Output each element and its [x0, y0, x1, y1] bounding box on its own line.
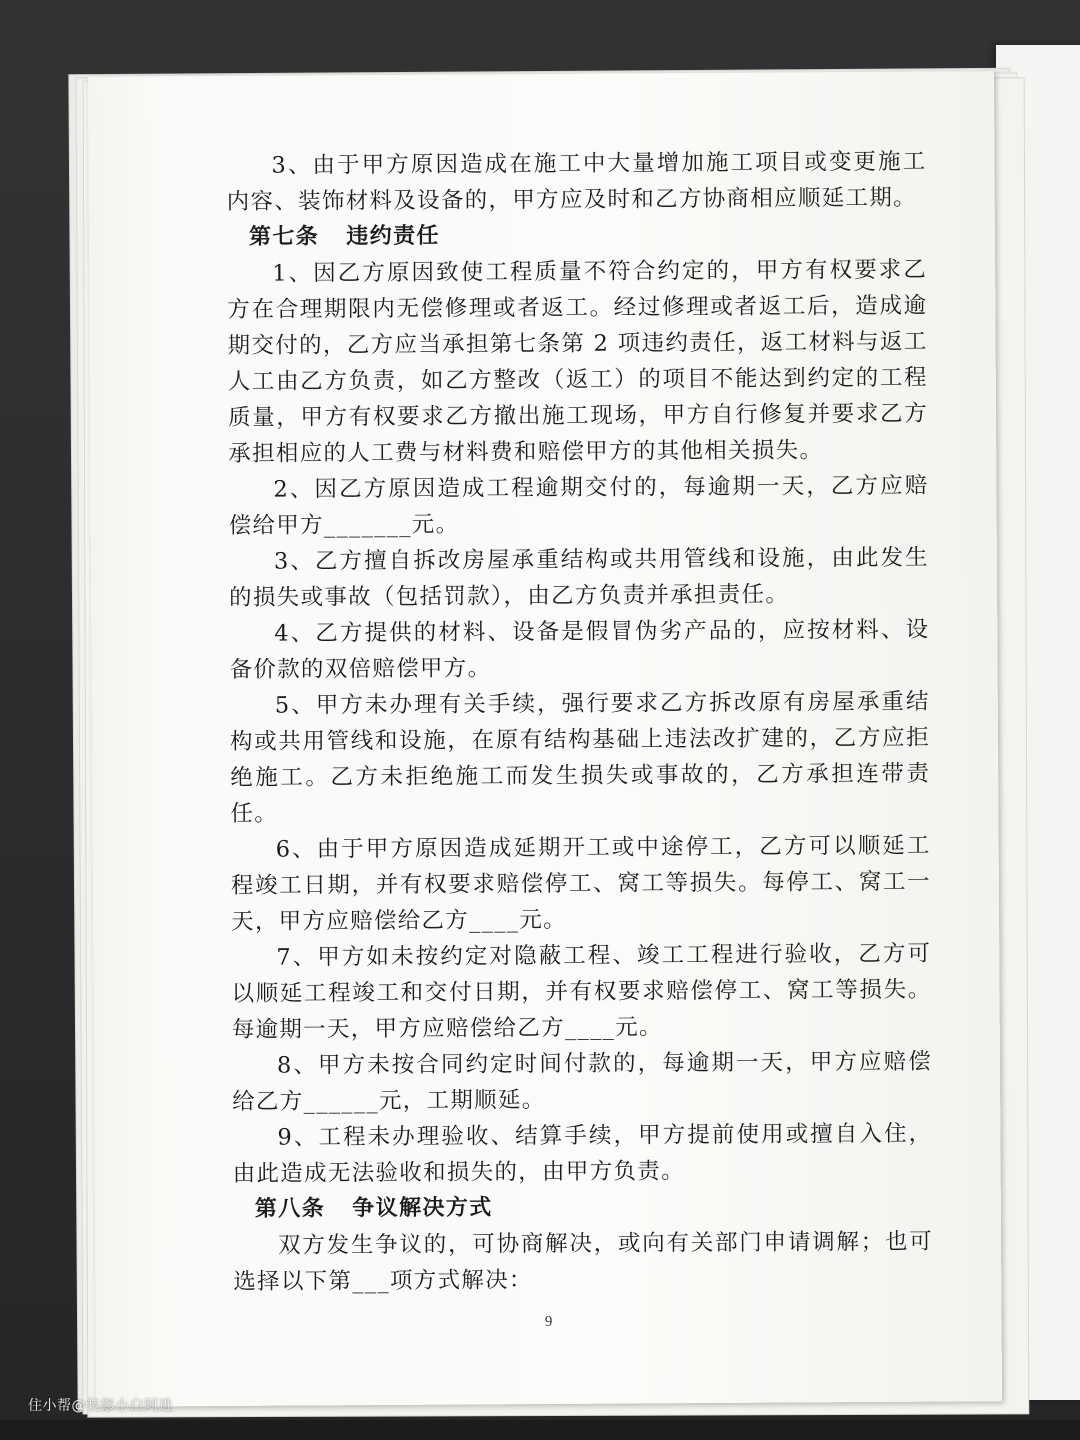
- clause-paragraph: 4、乙方提供的材料、设备是假冒伪劣产品的，应按材料、设备价款的双倍赔偿甲方。: [229, 616, 930, 683]
- clause-paragraph: 双方发生争议的，可协商解决，或向有关部门申请调解；也可选择以下第___项方式解决：: [233, 1228, 934, 1295]
- clause-paragraph: 9、工程未办理验收、结算手续，甲方提前使用或擅自入住，由此造成无法验收和损失的，由甲方负责。: [232, 1120, 933, 1187]
- clause-paragraph: 3、由于甲方原因造成在施工中大量增加施工项目或变更施工内容、装饰材料及设备的，甲方应及时和乙方协商相应顺延工期。: [226, 148, 927, 215]
- page-body: [226, 144, 933, 1300]
- clause-paragraph: 1、因乙方原因致使工程质量不符合约定的，甲方有权要求乙方在合理期限内无偿修理或者返工。经过修理或者返工后，造成逾期交付的，乙方应当承担第七条第 2 项违约责任，返工材料与返工人工由乙方负责，如乙方整改（返工）的项目不能达到约定的工程质量，甲方有权要求乙方撤出施工现场，甲方自行修复并要求乙方承担相应的人工费与材料费和赔偿甲方的其他相关损失。: [227, 256, 929, 467]
- clause-paragraph: 7、甲方如未按约定对隐蔽工程、竣工工程进行验收，乙方可以顺延工程竣工和交付日期，并有权要求赔偿停工、窝工等损失。每逾期一天，甲方应赔偿给乙方____元。: [231, 940, 932, 1043]
- document-page: [88, 71, 1002, 1407]
- clause-paragraph: 6、由于甲方原因造成延期开工或中途停工，乙方可以顺延工程竣工日期，并有权要求赔偿停工、窝工等损失。每停工、窝工一天，甲方应赔偿给乙方____元。: [230, 832, 931, 935]
- section-heading: 第八条 争议解决方式: [254, 1195, 493, 1222]
- page-number: 9: [544, 1313, 553, 1331]
- clause-paragraph: 5、甲方未办理有关手续，强行要求乙方拆改原有房屋承重结构或共用管线和设施，在原有结构基础上违法改扩建的，乙方应拒绝施工。乙方未拒绝施工而发生损失或事故的，乙方承担连带责任。: [229, 688, 931, 827]
- table-shadow: [0, 1420, 1080, 1440]
- clause-paragraph: 2、因乙方原因造成工程逾期交付的，每逾期一天，乙方应赔偿给甲方_______元。: [228, 472, 929, 539]
- clause-paragraph: 8、甲方未按合同约定时间付款的，每逾期一天，甲方应赔偿给乙方______元，工期顺延。: [232, 1048, 933, 1115]
- watermark-text: 住小帮@装修小白阿进: [28, 1398, 173, 1414]
- clause-paragraph: 3、乙方擅自拆改房屋承重结构或共用管线和设施，由此发生的损失或事故（包括罚款），由乙方负责并承担责任。: [229, 544, 929, 611]
- section-heading: 第七条 违约责任: [248, 223, 440, 250]
